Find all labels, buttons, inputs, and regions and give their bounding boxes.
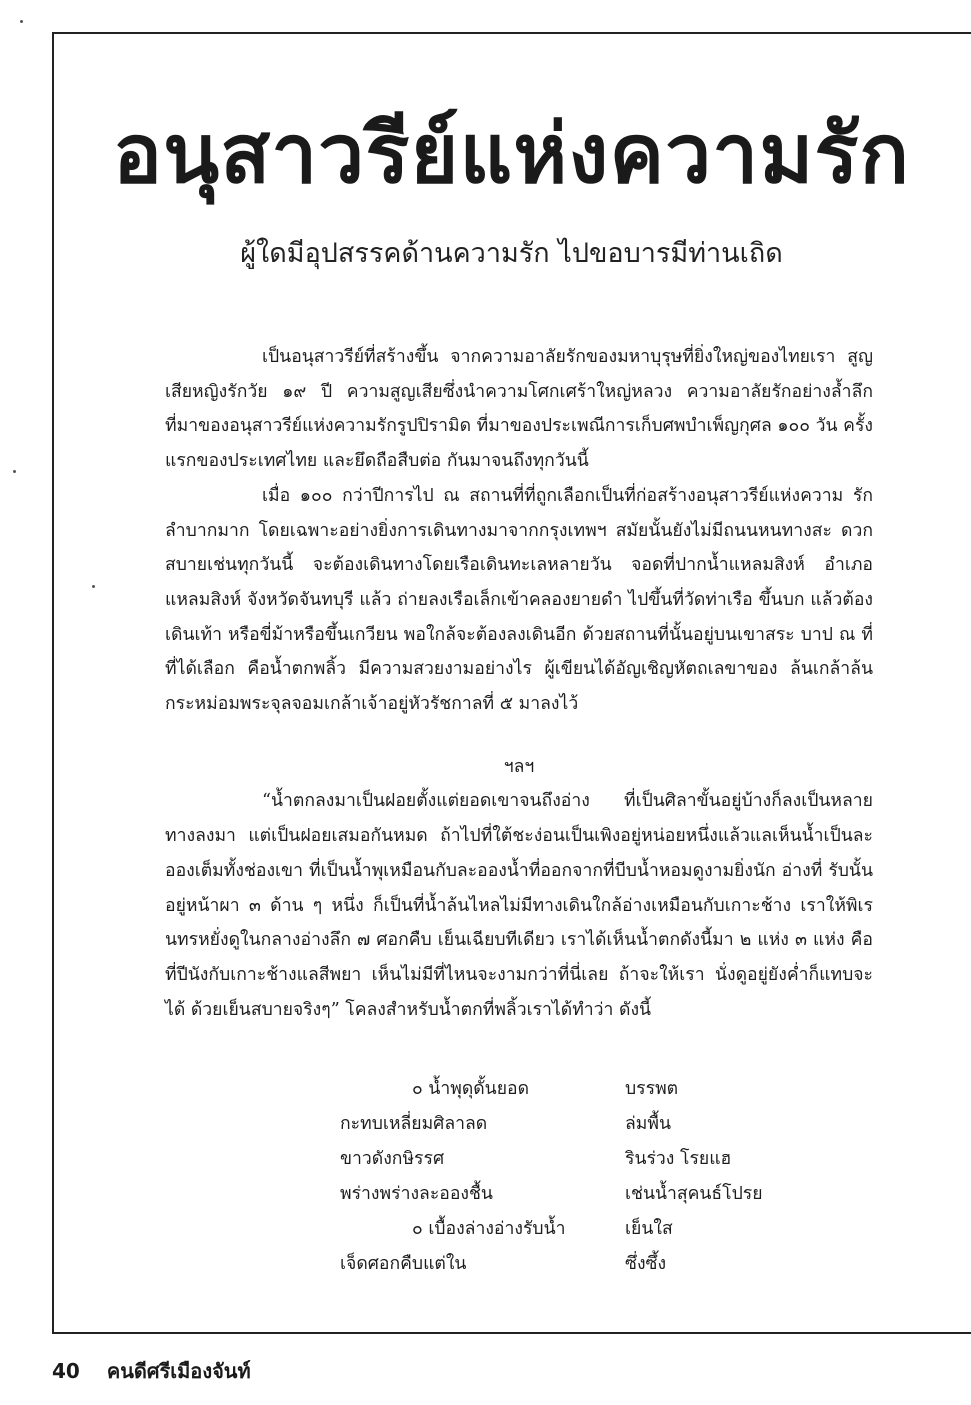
paragraph: เป็นอนุสาวรีย์ที่สร้างขึ้น จากความอาลัยรักของมหาบุรุษที่ยิ่งใหญ่ของไทยเรา สูญเสียหญิงรักวัย ๑๙ ปี ความสูญเสียซึ่งนำความโศกเศร้าใหญ่หลวง ความอาลัยรักอย่างล้ำลึก ที่มาของอนุสาวรีย์แห่งความรักรูปปิรามิด ที่มาของประเพณีการเก็บศพบำเพ็ญกุศล ๑๐๐ วัน ครั้งแรกของประเทศไทย และยึดถือสืบต่อ กันมาจนถึงทุกวันนี้ <box>165 347 873 472</box>
poem-line <box>165 1107 873 1142</box>
poem-line-second-half: เช่นน้ำสุคนธ์โปรย <box>625 1184 763 1204</box>
poem <box>165 1072 873 1282</box>
article-subtitle: ผู้ใดมีอุปสรรคด้านความรัก ไปขอบารมีท่านเถิด <box>240 238 783 269</box>
poem-line-first-half: ขาวดังกษิรรศ <box>340 1149 445 1169</box>
poem-line-second-half: ซึ่งซึ้ง <box>625 1254 667 1274</box>
poem-line <box>165 1177 873 1212</box>
royal-quote: “น้ำตกลงมาเป็นฝอยตั้งแต่ยอดเขาจนถึงอ่าง ที่เป็นศิลาขั้นอยู่บ้างก็ลงเป็นหลาย ทางลงมา แต่เป็นฝอยเสมอกันหมด ถ้าไปที่ใต้ชะง่อนเป็นเพิงอยู่หน่อยหนึ่งแล้วแลเห็นน้ำเป็นละ อองเต็มทั้งช่องเขา ที่เป็นน้ำพุเหมือนกับละอองน้ำที่ออกจากที่บีบน้ำหอมดูงามยิ่งนัก อ่างที่ รับนั้นอยู่หน้าผา ๓ ด้าน ๆ หนึ่ง ก็เป็นที่น้ำล้นไหลไม่มีทางเดินใกล้อ่างเหมือนกับเกาะช้าง เราให้พิเรนทรหยั่งดูในกลางอ่างลึก ๗ ศอกคืบ เย็นเฉียบทีเดียว เราได้เห็นน้ำตกดังนี้มา ๒ แห่ง ๓ แห่ง คือ ที่ปีนังกับเกาะช้างแลสีพยา เห็นไม่มีที่ไหนจะงามกว่าที่นี่เลย ถ้าจะให้เรา นั่งดูอยู่ยังค่ำก็แทบจะได้ ด้วยเย็นสบายจริงๆ” โคลงสำหรับน้ำตกที่พลิ้วเราได้ทำว่า ดังนี้ <box>165 791 873 1020</box>
publication-name: คนดีศรีเมืองจันท์ <box>106 1359 251 1383</box>
poem-line-first-half: เจ็ดศอกคืบแต่ใน <box>340 1254 467 1274</box>
page-footer <box>52 1355 251 1387</box>
article-title: อนุสาวรีย์แห่งความรัก <box>112 107 911 202</box>
poem-line-second-half: รินร่วง โรยแฮ <box>625 1149 732 1169</box>
scan-speck <box>13 470 16 473</box>
scan-speck <box>20 20 23 23</box>
poem-line-second-half: ล่มพื้น <box>625 1114 672 1134</box>
poem-line-second-half: บรรพต <box>625 1079 679 1099</box>
scan-speck <box>92 585 95 588</box>
poem-line-second-half: เย็นใส <box>625 1219 673 1239</box>
poem-line-first-half: กะทบเหลี่ยมศิลาลด <box>340 1114 488 1134</box>
poem-line <box>165 1212 873 1247</box>
page-number: 40 <box>52 1359 80 1383</box>
poem-line-first-half: พร่างพร่างละอองชื้น <box>340 1184 493 1204</box>
poem-line-first-half: ๐ น้ำพุดุดั้นยอด <box>412 1079 530 1099</box>
poem-line <box>165 1142 873 1177</box>
article-body <box>165 340 873 1027</box>
ellipsis-separator: ฯลฯ <box>503 756 535 777</box>
poem-line <box>165 1247 873 1282</box>
paragraph: เมื่อ ๑๐๐ กว่าปีการไป ณ สถานที่ที่ถูกเลือกเป็นที่ก่อสร้างอนุสาวรีย์แห่งความ รัก ลำบากมาก โดยเฉพาะอย่างยิ่งการเดินทางมาจากกรุงเทพฯ สมัยนั้นยังไม่มีถนนหนทางสะ ดวกสบายเช่นทุกวันนี้ จะต้องเดินทางโดยเรือเดินทะเลหลายวัน จอดที่ปากน้ำแหลมสิงห์ อำเภอแหลมสิงห์ จังหวัดจันทบุรี แล้ว ถ่ายลงเรือเล็กเข้าคลองยายดำ ไปขึ้นที่วัดท่าเรือ ขึ้นบก แล้วต้องเดินเท้า หรือขี่ม้าหรือขึ้นเกวียน พอใกล้จะต้องลงเดินอีก ด้วยสถานที่นั้นอยู่บนเขาสระ บาป ณ ที่ที่ได้เลือก คือน้ำตกพลิ้ว มีความสวยงามอย่างไร ผู้เขียนได้อัญเชิญหัตถเลขาของ ล้นเกล้าล้นกระหม่อมพระจุลจอมเกล้าเจ้าอยู่หัวรัชกาลที่ ๕ มาลงไว้ <box>165 485 873 715</box>
poem-line <box>165 1072 873 1107</box>
poem-line-first-half: ๐ เบื้องล่างอ่างรับน้ำ <box>412 1219 566 1239</box>
